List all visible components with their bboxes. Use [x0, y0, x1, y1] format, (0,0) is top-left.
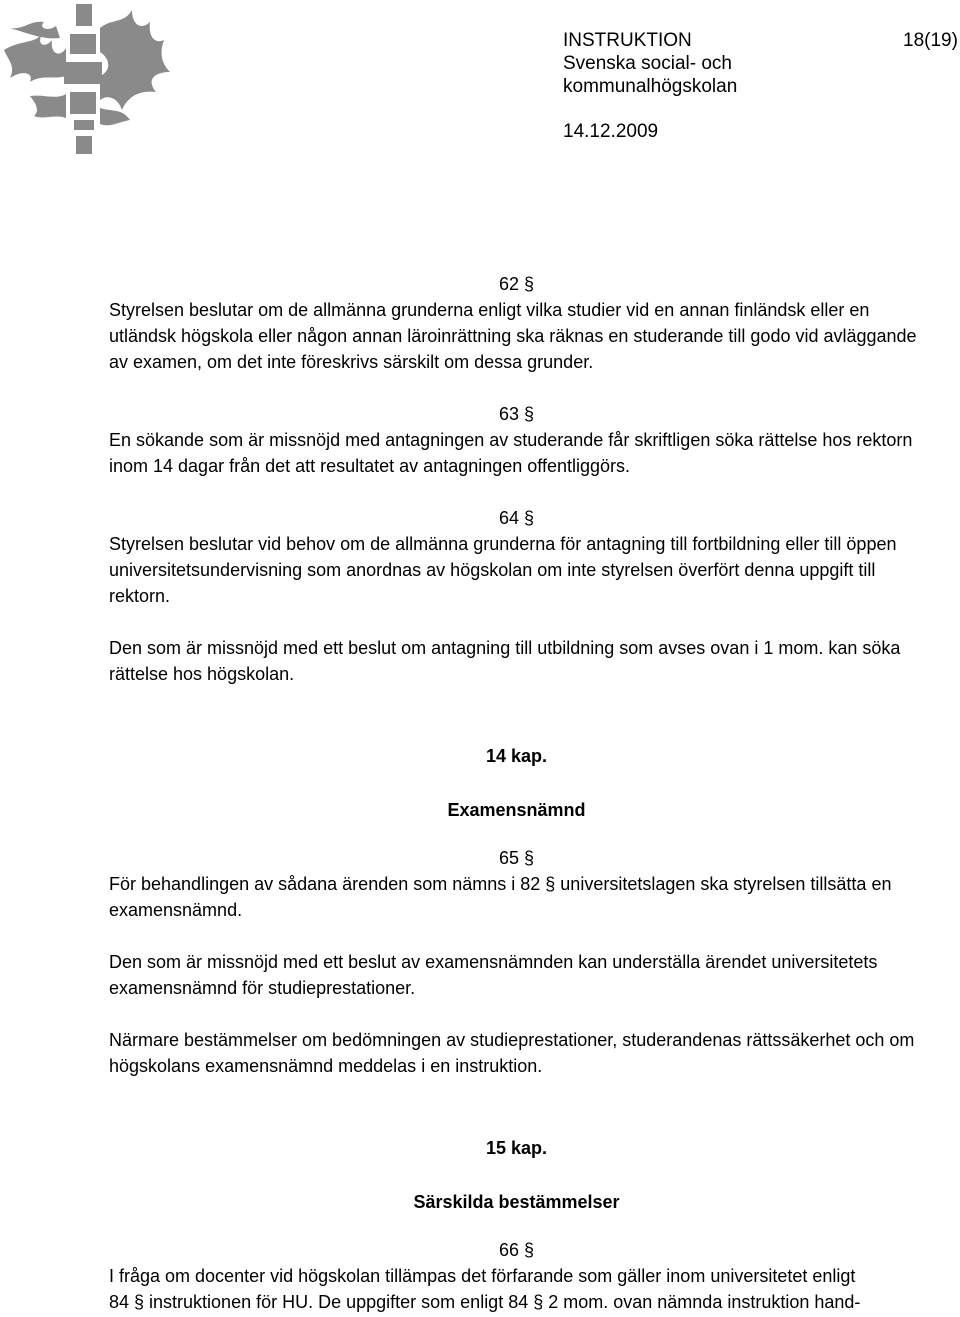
section-64-paragraph-1: Styrelsen beslutar vid behov om de allmänna grunderna för antagning till fortbildning eller till öppen universitetsundervisning som anordnas av högskolan om inte styrelsen överfört denna uppgift till rektorn. [109, 534, 897, 606]
section-number-66: 66 § [498, 1240, 535, 1260]
chapter-15-heading: Särskilda bestämmelser [413, 1192, 620, 1212]
document-date: 14.12.2009 [563, 121, 659, 142]
chapter-14-number: 14 kap. [485, 746, 548, 766]
section-number-65: 65 § [498, 848, 535, 868]
page-number: 18(19) [903, 30, 958, 51]
section-number-63: 63 § [498, 404, 535, 424]
section-63-text: En sökande som är missnöjd med antagningen av studerande får skriftligen söka rättelse hos rektorn inom 14 dagar från det att resultatet av antagningen offentliggörs. [109, 430, 913, 476]
section-65-paragraph-2: Den som är missnöjd med ett beslut av examensnämnden kan underställa ärendet universitetets examensnämnd för studieprestationer. [109, 952, 878, 998]
document-body [109, 271, 924, 1315]
section-66-line-1: I fråga om docenter vid högskolan tillämpas det förfarande som gäller inom universitetet enligt [109, 1266, 856, 1286]
university-flame-logo-icon [0, 0, 170, 158]
organization-name-line2: kommunalhögskolan [563, 76, 738, 97]
section-65-paragraph-1: För behandlingen av sådana ärenden som nämns i 82 § universitetslagen ska styrelsen tillsätta en examensnämnd. [109, 874, 892, 920]
chapter-15-number: 15 kap. [485, 1138, 548, 1158]
section-number-62: 62 § [498, 274, 535, 294]
section-number-64: 64 § [498, 508, 535, 528]
section-66-line-2: 84 § instruktionen för HU. De uppgifter som enligt 84 § 2 mom. ovan nämnda instruktion hand- [109, 1292, 861, 1312]
section-64-paragraph-2: Den som är missnöjd med ett beslut om antagning till utbildning som avses ovan i 1 mom. kan söka rättelse hos högskolan. [109, 638, 901, 684]
section-65-paragraph-3: Närmare bestämmelser om bedömningen av studieprestationer, studerandenas rättssäkerhet och om högskolans examensnämnd meddelas i en instruktion. [109, 1030, 915, 1076]
organization-name-line1: Svenska social- och [563, 53, 732, 74]
chapter-14-heading: Examensnämnd [447, 800, 586, 820]
section-62-text: Styrelsen beslutar om de allmänna grunderna enligt vilka studier vid en annan finländsk eller en utländsk högskola eller någon annan läroinrättning ska räknas en studerande till godo vid avläggande av examen, om det inte föreskrivs särskilt om dessa grunder. [109, 300, 917, 372]
document-type-title: INSTRUKTION [563, 30, 692, 51]
